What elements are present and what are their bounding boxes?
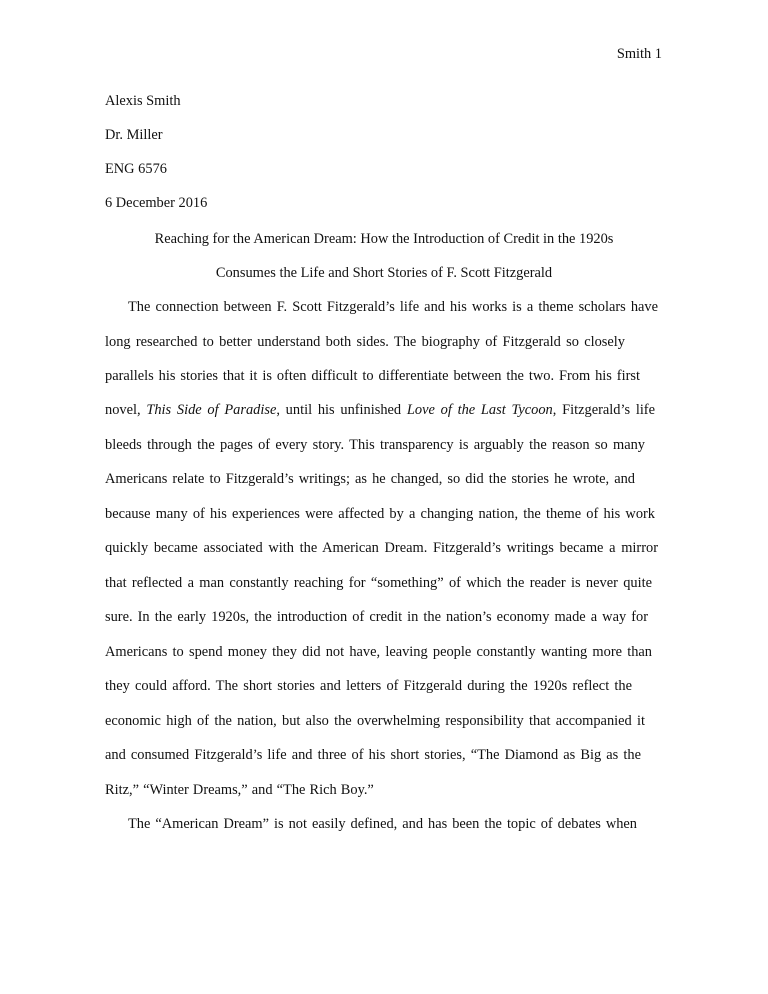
body-line: Americans to spend money they did not have, leaving people constantly wanting more than [105, 644, 652, 660]
body-line: long researched to better understand both sides. The biography of Fitzgerald so closely [105, 334, 625, 350]
running-head: Smith 1 [616, 46, 662, 62]
body-line: bleeds through the pages of every story. This transparency is arguably the reason so many [105, 437, 645, 453]
body-line: and consumed Fitzgerald’s life and three of his short stories, “The Diamond as Big as the [105, 747, 641, 763]
body-line: parallels his stories that it is often difficult to differentiate between the two. From his first [105, 368, 640, 384]
body-line: sure. In the early 1920s, the introduction of credit in the nation’s economy made a way for [105, 609, 648, 625]
body-text: novel, [105, 402, 147, 418]
book-title: Love of the Last Tycoon [406, 402, 553, 418]
body-line: quickly became associated with the American Dream. Fitzgerald’s writings became a mirror [105, 540, 658, 556]
body-line: that reflected a man constantly reaching for “something” of which the reader is never quite [105, 575, 652, 591]
body-line: The “American Dream” is not easily defined, and has been the topic of debates when [128, 816, 637, 832]
title-line-2: Consumes the Life and Short Stories of F. Scott Fitzgerald [215, 265, 553, 281]
book-title: This Side of Paradise [146, 402, 277, 418]
body-text: , until his unfinished [276, 402, 407, 418]
body-line: economic high of the nation, but also the overwhelming responsibility that accompanied it [105, 713, 645, 729]
body-line: Americans relate to Fitzgerald’s writings; as he changed, so did the stories he wrote, and [105, 471, 635, 487]
body-line: because many of his experiences were affected by a changing nation, the theme of his work [105, 506, 655, 522]
body-line [105, 402, 655, 419]
date-line: 6 December 2016 [105, 195, 208, 211]
course-code: ENG 6576 [105, 161, 167, 177]
body-line: Ritz,” “Winter Dreams,” and “The Rich Boy.” [105, 782, 374, 798]
title-line-1: Reaching for the American Dream: How the Introduction of Credit in the 1920s [154, 231, 614, 247]
body-text: , Fitzgerald’s life [552, 402, 655, 418]
instructor-name: Dr. Miller [105, 127, 163, 143]
body-line: The connection between F. Scott Fitzgerald’s life and his works is a theme scholars have [128, 299, 658, 315]
author-name: Alexis Smith [105, 93, 181, 109]
body-line: they could afford. The short stories and letters of Fitzgerald during the 1920s reflect the [105, 678, 632, 694]
